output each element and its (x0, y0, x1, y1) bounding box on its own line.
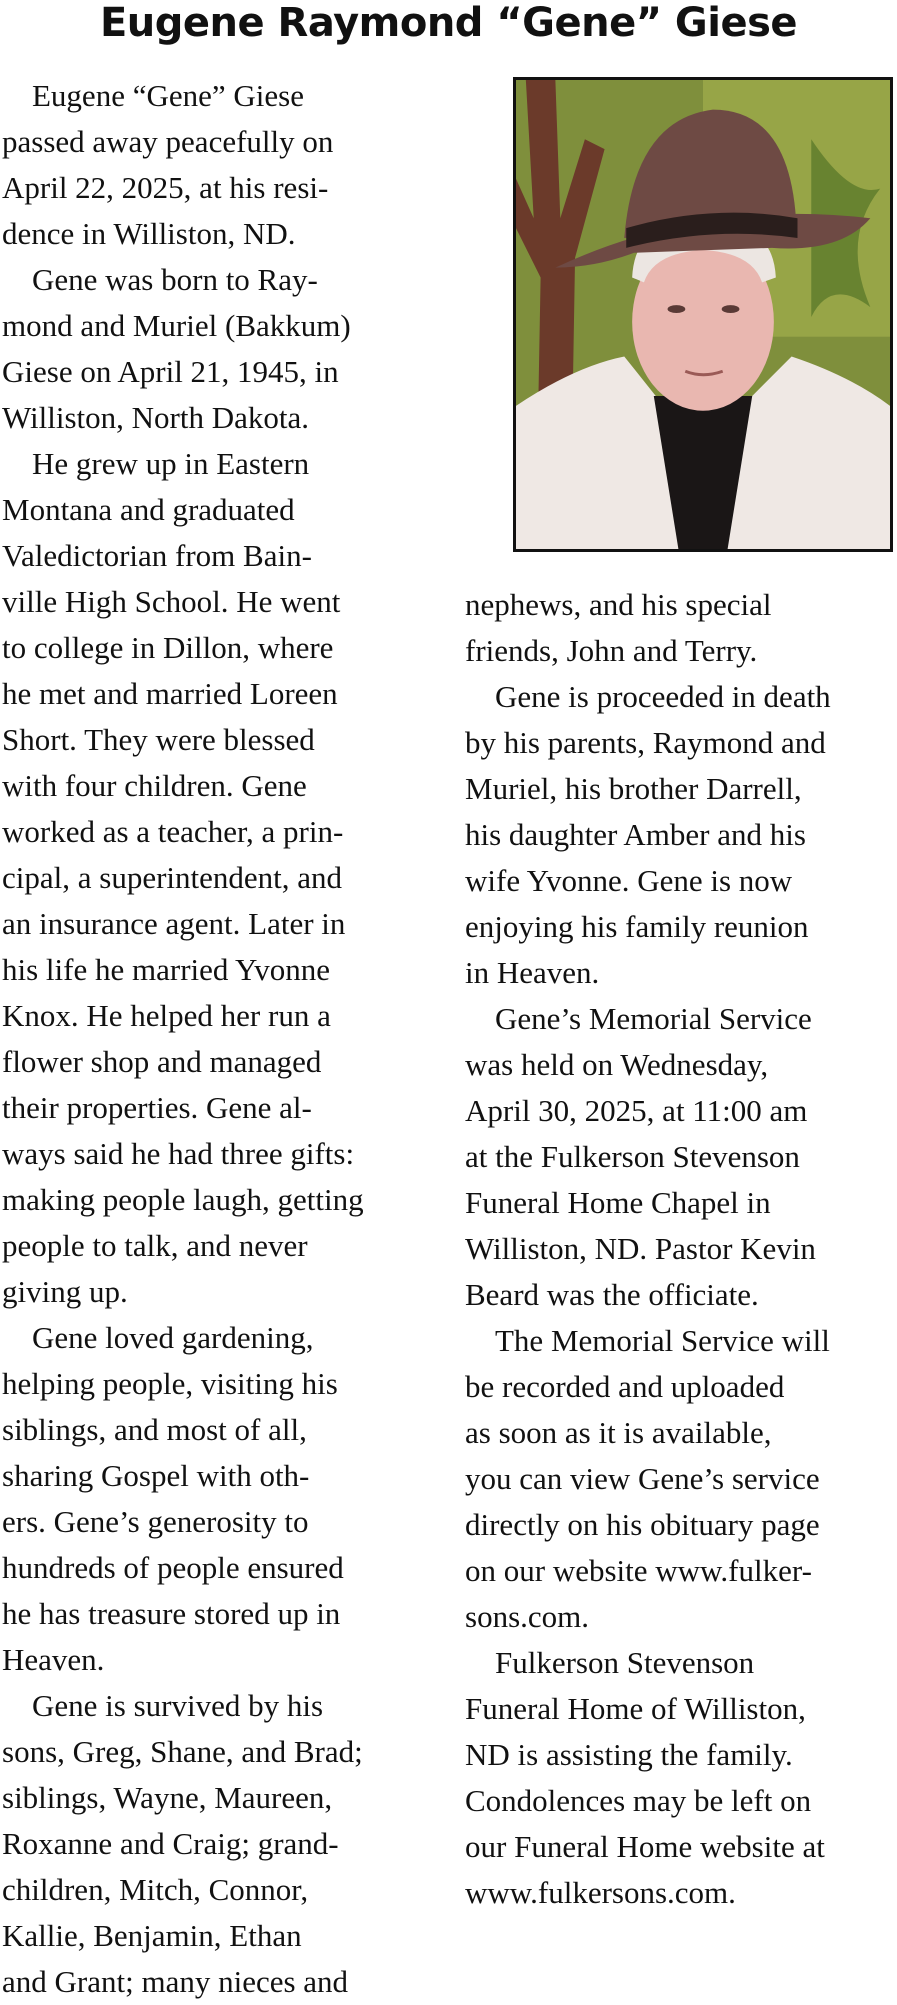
text-line: cipal, a superintendent, and (2, 860, 343, 895)
text-line: Gene was born to Ray- (32, 262, 318, 297)
paragraph-survivors (2, 1683, 442, 2005)
text-line: giving up. (2, 1274, 128, 1309)
paragraph-death-announcement (2, 73, 442, 257)
paragraph-recording (465, 1318, 897, 1640)
text-line: ville High School. He went (2, 584, 341, 619)
text-line: he met and married Loreen (2, 676, 338, 711)
text-line: Montana and graduated (2, 492, 295, 527)
text-line: friends, John and Terry. (465, 633, 758, 668)
paragraph-survivors-continued (465, 582, 897, 674)
text-line: sons.com. (465, 1599, 589, 1634)
photo-eye-right (722, 305, 740, 313)
text-line: nephews, and his special (465, 587, 772, 622)
photo-eye-left (668, 305, 686, 313)
text-line: enjoying his family reunion (465, 909, 809, 944)
text-line: making people laugh, getting (2, 1182, 364, 1217)
text-line: dence in Williston, ND. (2, 216, 296, 251)
text-line: and Grant; many nieces and (2, 1964, 349, 1999)
text-line: passed away peacefully on (2, 124, 334, 159)
paragraph-funeral-home (465, 1640, 897, 1916)
text-line: Gene is survived by his (32, 1688, 324, 1723)
text-line: wife Yvonne. Gene is now (465, 863, 793, 898)
text-line: Funeral Home Chapel in (465, 1185, 771, 1220)
text-line: at the Fulkerson Stevenson (465, 1139, 800, 1174)
text-line: Knox. He helped her run a (2, 998, 331, 1033)
text-line: Gene’s Memorial Service (495, 1001, 812, 1036)
text-line: siblings, and most of all, (2, 1412, 307, 1447)
text-line: worked as a teacher, a prin- (2, 814, 344, 849)
obituary-title: Eugene Raymond “Gene” Giese (99, 0, 798, 46)
text-line: his daughter Amber and his (465, 817, 806, 852)
portrait-photo (513, 77, 893, 552)
text-line: children, Mitch, Connor, (2, 1872, 309, 1907)
text-line: by his parents, Raymond and (465, 725, 826, 760)
portrait-photo-icon (516, 80, 890, 549)
left-column (2, 73, 442, 2005)
text-line: Gene is proceeded in death (495, 679, 831, 714)
text-line: directly on his obituary page (465, 1507, 820, 1542)
text-line: Heaven. (2, 1642, 105, 1677)
text-line: be recorded and uploaded (465, 1369, 785, 1404)
text-line: as soon as it is available, (465, 1415, 772, 1450)
text-line: sharing Gospel with oth- (2, 1458, 310, 1493)
text-line: Muriel, his brother Darrell, (465, 771, 802, 806)
text-line: siblings, Wayne, Maureen, (2, 1780, 333, 1815)
text-line: April 30, 2025, at 11:00 am (465, 1093, 808, 1128)
text-line: on our website www.fulker- (465, 1553, 812, 1588)
text-line: Funeral Home of Williston, (465, 1691, 806, 1726)
text-line: mond and Muriel (Bakkum) (2, 308, 351, 343)
text-line: to college in Dillon, where (2, 630, 334, 665)
text-line: Williston, North Dakota. (2, 400, 309, 435)
text-line: Roxanne and Craig; grand- (2, 1826, 339, 1861)
text-line: April 22, 2025, at his resi- (2, 170, 329, 205)
right-column (465, 582, 897, 1916)
text-line: he has treasure stored up in (2, 1596, 341, 1631)
text-line: with four children. Gene (2, 768, 307, 803)
text-line: Valedictorian from Bain- (2, 538, 312, 573)
text-line: their properties. Gene al- (2, 1090, 312, 1125)
text-line: flower shop and managed (2, 1044, 322, 1079)
text-line: people to talk, and never (2, 1228, 308, 1263)
paragraph-birth (2, 257, 442, 441)
text-line: you can view Gene’s service (465, 1461, 820, 1496)
text-line: Eugene “Gene” Giese (32, 78, 304, 113)
paragraph-interests (2, 1315, 442, 1683)
text-line: Condolences may be left on (465, 1783, 812, 1818)
text-line: Fulkerson Stevenson (495, 1645, 755, 1680)
text-line: ND is assisting the family. (465, 1737, 793, 1772)
text-line: an insurance agent. Later in (2, 906, 346, 941)
text-line: hundreds of people ensured (2, 1550, 344, 1585)
text-line: sons, Greg, Shane, and Brad; (2, 1734, 363, 1769)
text-line: Giese on April 21, 1945, in (2, 354, 339, 389)
text-line: in Heaven. (465, 955, 600, 990)
text-line: his life he married Yvonne (2, 952, 331, 987)
text-line: helping people, visiting his (2, 1366, 338, 1401)
text-line: our Funeral Home website at (465, 1829, 825, 1864)
paragraph-life (2, 441, 442, 1315)
text-line: Williston, ND. Pastor Kevin (465, 1231, 816, 1266)
text-line: ers. Gene’s generosity to (2, 1504, 309, 1539)
text-line: www.fulkersons.com. (465, 1875, 736, 1910)
paragraph-memorial-service (465, 996, 897, 1318)
text-line: Beard was the officiate. (465, 1277, 759, 1312)
paragraph-preceded (465, 674, 897, 996)
text-line: ways said he had three gifts: (2, 1136, 355, 1171)
text-line: He grew up in Eastern (32, 446, 310, 481)
text-line: Short. They were blessed (2, 722, 315, 757)
text-line: The Memorial Service will (495, 1323, 830, 1358)
text-line: Gene loved gardening, (32, 1320, 314, 1355)
text-line: was held on Wednesday, (465, 1047, 769, 1082)
text-line: Kallie, Benjamin, Ethan (2, 1918, 302, 1953)
